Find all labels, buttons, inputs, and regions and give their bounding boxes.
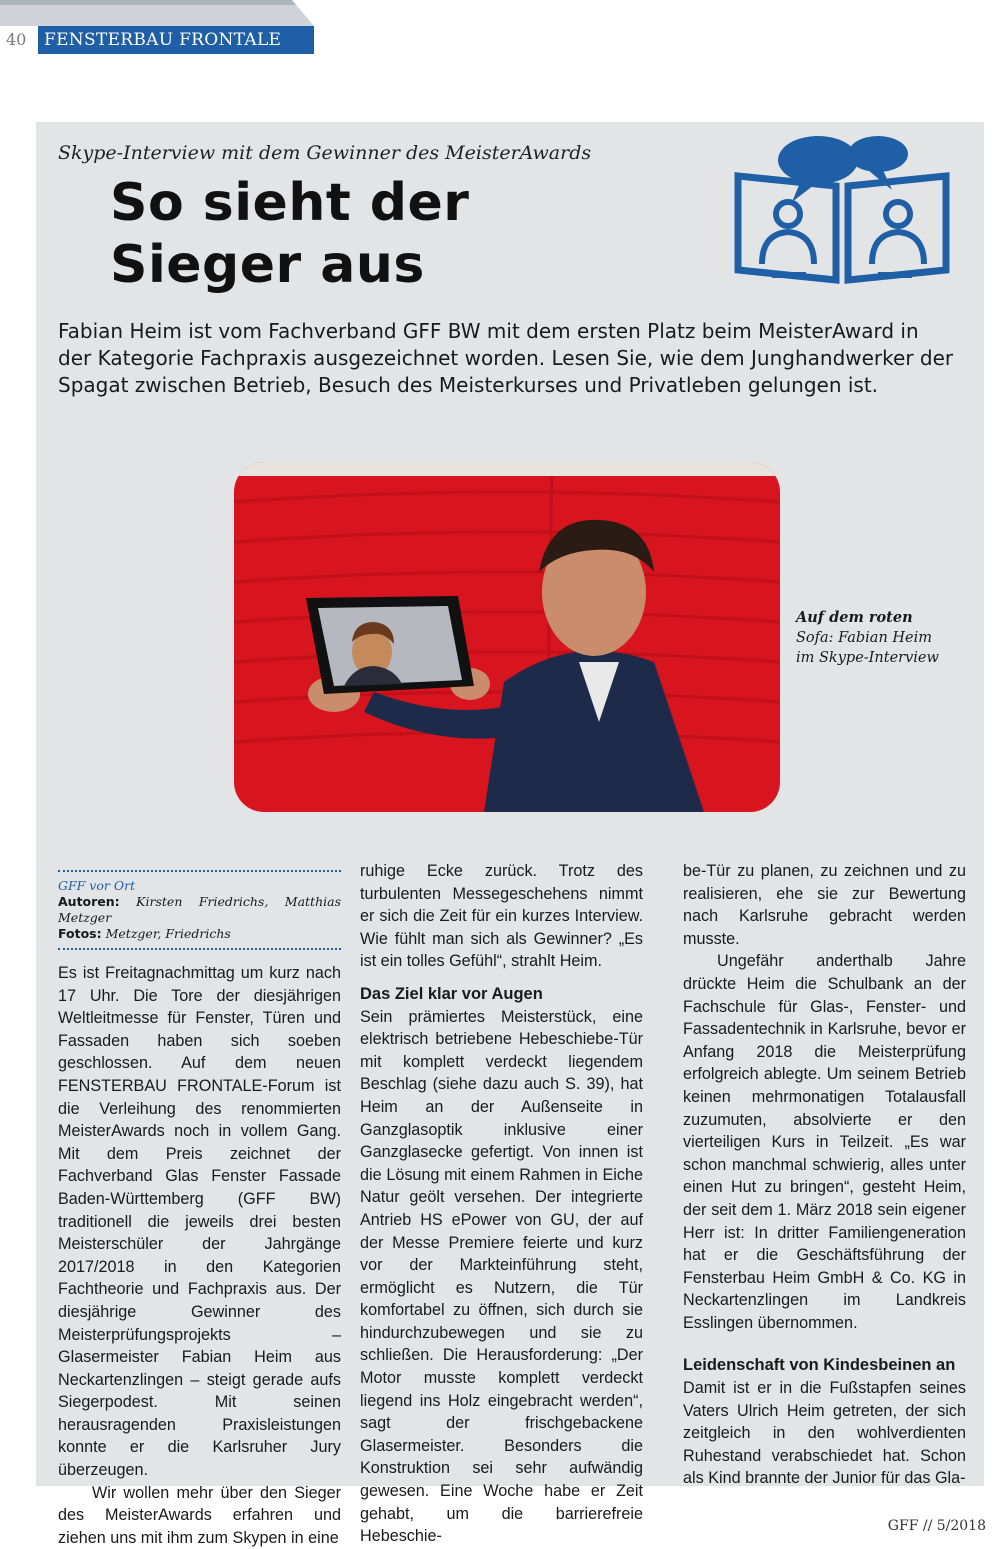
paragraph: Wir wollen mehr über den Sieger des MeisterAwards erfahren und ziehen uns mit ihm zum Skypen in eine bbox=[58, 1483, 341, 1547]
article-photo bbox=[234, 462, 780, 812]
text-column-1 bbox=[58, 860, 341, 1549]
subheading: Das Ziel klar vor Augen bbox=[360, 984, 543, 1003]
article-headline bbox=[110, 172, 469, 296]
photo-caption bbox=[796, 608, 946, 668]
photos-label: Fotos: bbox=[58, 926, 102, 941]
article-lead: Fabian Heim ist vom Fachverband GFF BW mit dem ersten Platz beim MeisterAward in der Kategorie Fachpraxis ausgezeichnet worden. Lesen Sie, wie dem Junghandwerker der Spagat zwischen Betrieb, Besuch des Meisterkurses und Privatleben gelungen ist. bbox=[58, 319, 954, 397]
paragraph: Es ist Freitagnachmittag um kurz nach 17 Uhr. Die Tore der diesjährigen Weltleitmesse für Fenster, Türen und Fassaden haben sich soeben geschlossen. Auf dem neuen FENSTERBAU FRONTALE-Forum ist die Verleihung des renommierten MeisterAwards noch in vollem Gang. Mit dem Preis zeichnet der Fachverband Glas Fenster Fassade Baden-Württemberg (GFF BW) traditionell die jeweils drei besten Meisterschüler der Jahrgänge 2017/2018 in den Kategorien Fachtheorie und Fachpraxis aus. Der diesjährige Gewinner des Meisterprüfungsprojekts – Glasermeister Fabian Heim aus Neckartenzlingen – steigt gerade aufs Siegerpodest. Mit seinen herausragenden Praxisleistungen konnte er die Karlsruher Jury überzeugen. bbox=[58, 964, 341, 1480]
paragraph: be-Tür zu planen, zu zeichnen und zu realisieren, ehe sie zur Bewertung nach Karlsruhe gebracht werden musste. bbox=[683, 862, 966, 948]
page-number: 40 bbox=[6, 30, 27, 49]
headline-line-2: Sieger aus bbox=[110, 235, 425, 295]
credits-tag: GFF vor Ort bbox=[58, 878, 136, 893]
authors-value: Kirsten Friedrichs, Matthias Metzger bbox=[58, 894, 341, 925]
article-kicker: Skype-Interview mit dem Gewinner des MeisterAwards bbox=[58, 142, 592, 164]
credits-box bbox=[58, 870, 341, 950]
authors-label: Autoren: bbox=[58, 894, 120, 909]
subheading: Leidenschaft von Kindesbeinen an bbox=[683, 1356, 956, 1375]
paragraph: Sein prämiertes Meisterstück, eine elektrisch betriebene Hebeschiebe-Tür mit komplett verdeckt liegendem Beschlag (siehe dazu auch S. 39), hat Heim an der Außenseite in Ganzglasoptik inklusive einer Ganzglasecke gefertigt. Von innen ist die Lösung mit einem Rahmen in Eiche Natur geölt versehen. Der integrierte Antrieb HS ePower von GU, der auf der Messe Premiere feierte und kurz vor der Markteinführung steht, ermöglicht es Nutzern, die Tür komfortabel zu öffnen, sich durch sie hindurchzubewegen und sie zu schließen. Die Herausforderung: „Der Motor musste komplett verdeckt liegend ins Holz eingebracht werden“, sagt der frischgebackene Glasermeister. Besonders die Konstruktion sei sehr aufwändig gewesen. Eine Woche habe er Zeit gehabt, um die barrierefreie Hebeschie- bbox=[360, 1007, 643, 1546]
text-column-3 bbox=[683, 860, 966, 1490]
text-column-2 bbox=[360, 860, 643, 1548]
paragraph: Damit ist er in die Fußstapfen seines Vaters Ulrich Heim getreten, der sich zeitgleich in den wohlverdienten Ruhestand verabschiedet hat. Schon als Kind brannte der Junior für das Gla- bbox=[683, 1379, 966, 1488]
publication-title: FENSTERBAU FRONTALE 2018 bbox=[38, 26, 314, 54]
paragraph: Ungefähr anderthalb Jahre drückte Heim die Schulbank an der Fachschule für Glas-, Fenster- und Fassadentechnik in Karlsruhe, bevor er Anfang 2018 die Meisterprüfung erfolgreich ablegte. Um seinem Betrieb keinen mehrmonatigen Totalausfall zuzumuten, absolvierte er den vierteiligen Kurs in Teilzeit. „Es war schon manchmal schwierig, alles unter einen Hut zu bringen“, gesteht Heim, der seit dem 1. März 2018 sein eigener Herr ist: In dritter Familiengeneration hat er die Geschäftsführung der Fensterbau Heim GmbH & Co. KG in Neckartenzlingen im Landkreis Esslingen übernommen. bbox=[683, 952, 966, 1332]
credits-photos bbox=[58, 926, 341, 942]
photo-caption-lead: Auf dem roten bbox=[796, 609, 913, 626]
credits-authors bbox=[58, 894, 341, 926]
photo-caption-text: Sofa: Fabian Heim im Skype-Interview bbox=[796, 630, 939, 666]
footer-issue: GFF // 5/2018 bbox=[887, 1518, 986, 1534]
headline-line-1: So sieht der bbox=[110, 173, 470, 233]
paragraph: ruhige Ecke zurück. Trotz des turbulenten Messegeschehens nimmt er sich die Zeit für ein kurzes Interview. Wie fühlt man sich als Gewinner? „Es ist ein tolles Gefühl“, strahlt Heim. bbox=[360, 862, 643, 971]
video-chat-icon bbox=[732, 132, 952, 292]
photos-value: Metzger, Friedrichs bbox=[105, 926, 231, 941]
header-tab-decoration bbox=[0, 0, 330, 26]
